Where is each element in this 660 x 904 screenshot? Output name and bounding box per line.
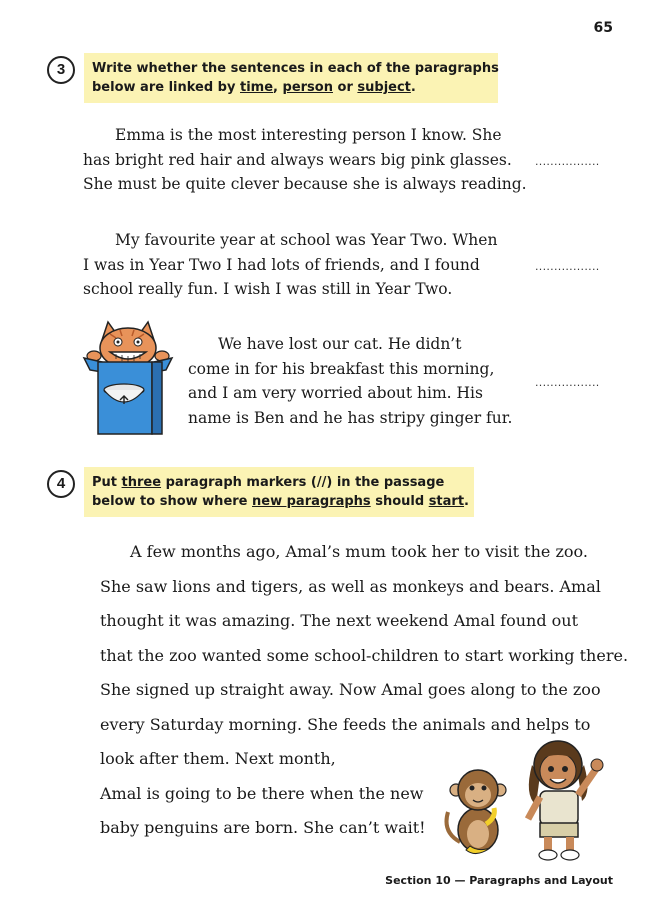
cat-in-box-illustration bbox=[80, 318, 176, 438]
passage-line[interactable]: Amal is going to be there when the new bbox=[100, 783, 424, 803]
paragraph-line: I was in Year Two I had lots of friends, and I found bbox=[83, 255, 480, 274]
keyword-person: person bbox=[282, 80, 333, 95]
paragraph-line: Emma is the most interesting person I know. She bbox=[115, 126, 502, 144]
keyword-start: start bbox=[428, 494, 465, 509]
paragraph-line: school really fun. I wish I was still in Year Two. bbox=[83, 280, 453, 298]
shoe-icon bbox=[561, 850, 579, 860]
passage-line[interactable]: She signed up straight away. Now Amal goes along to the zoo bbox=[100, 680, 601, 699]
box-side bbox=[152, 362, 162, 434]
paragraph-line: and I am very worried about him. His bbox=[188, 384, 483, 402]
question-3-number: 3 bbox=[47, 56, 75, 84]
paragraph-line: has bright red hair and always wears big pink glasses. bbox=[83, 150, 512, 169]
paragraph-line: She must be quite clever because she is always reading. bbox=[83, 175, 527, 193]
passage-line[interactable]: thought it was amazing. The next weekend Amal found out bbox=[100, 611, 579, 630]
girl-shirt bbox=[540, 791, 578, 825]
keyword-time: time bbox=[240, 80, 274, 95]
answer-line-3[interactable]: ................. bbox=[535, 376, 600, 389]
shoe-icon bbox=[539, 850, 557, 860]
girl-shorts bbox=[540, 823, 578, 837]
keyword-three: three bbox=[121, 475, 162, 490]
instruction-line-1 bbox=[92, 473, 466, 492]
instruction-text: below to show where bbox=[92, 494, 253, 509]
instruction-line-2 bbox=[92, 78, 490, 97]
instruction-text: . bbox=[410, 80, 416, 95]
monkey-illustration bbox=[440, 762, 520, 862]
instruction-text: paragraph markers (//) in the passage bbox=[161, 475, 445, 490]
keyword-subject: subject bbox=[357, 80, 411, 95]
passage-line[interactable]: A few months ago, Amal’s mum took her to visit the zoo. bbox=[130, 542, 588, 561]
question-4-number: 4 bbox=[47, 470, 75, 498]
passage-line[interactable]: baby penguins are born. She can’t wait! bbox=[100, 818, 426, 837]
instruction-text: should bbox=[370, 494, 429, 509]
answer-line-2[interactable]: ................. bbox=[535, 260, 600, 273]
instruction-text: Put bbox=[92, 475, 122, 490]
paragraph-2 bbox=[83, 228, 497, 302]
page-number: 65 bbox=[593, 20, 613, 36]
girl-zookeeper-illustration bbox=[510, 735, 610, 863]
waving-hand bbox=[591, 759, 603, 771]
paragraph-3 bbox=[188, 332, 512, 430]
paragraph-1 bbox=[83, 123, 527, 197]
question-4-instruction bbox=[84, 467, 474, 517]
paragraph-line: come in for his breakfast this morning, bbox=[188, 359, 495, 378]
section-footer: Section 10 — Paragraphs and Layout bbox=[385, 874, 613, 887]
instruction-text: . bbox=[464, 494, 469, 509]
instruction-text: or bbox=[332, 80, 358, 95]
passage-line[interactable]: look after them. Next month, bbox=[100, 749, 336, 768]
answer-line-1[interactable]: ................. bbox=[535, 155, 600, 168]
instruction-text: below are linked by bbox=[92, 80, 240, 95]
passage-line[interactable]: every Saturday morning. She feeds the animals and helps to bbox=[100, 714, 591, 734]
instruction-line-1: Write whether the sentences in each of the paragraphs bbox=[92, 61, 499, 76]
passage-line[interactable]: She saw lions and tigers, as well as monkeys and bears. Amal bbox=[100, 576, 601, 596]
keyword-new-paragraphs: new paragraphs bbox=[252, 494, 371, 509]
instruction-text: , bbox=[273, 80, 283, 95]
paragraph-line: name is Ben and he has stripy ginger fur. bbox=[188, 408, 513, 427]
question-3-instruction bbox=[84, 53, 498, 103]
paragraph-line: We have lost our cat. He didn’t bbox=[218, 335, 462, 353]
paragraph-line: My favourite year at school was Year Two. When bbox=[115, 231, 498, 249]
instruction-line-2 bbox=[92, 492, 469, 511]
passage-line[interactable]: that the zoo wanted some school-children to start working there. bbox=[100, 645, 629, 665]
